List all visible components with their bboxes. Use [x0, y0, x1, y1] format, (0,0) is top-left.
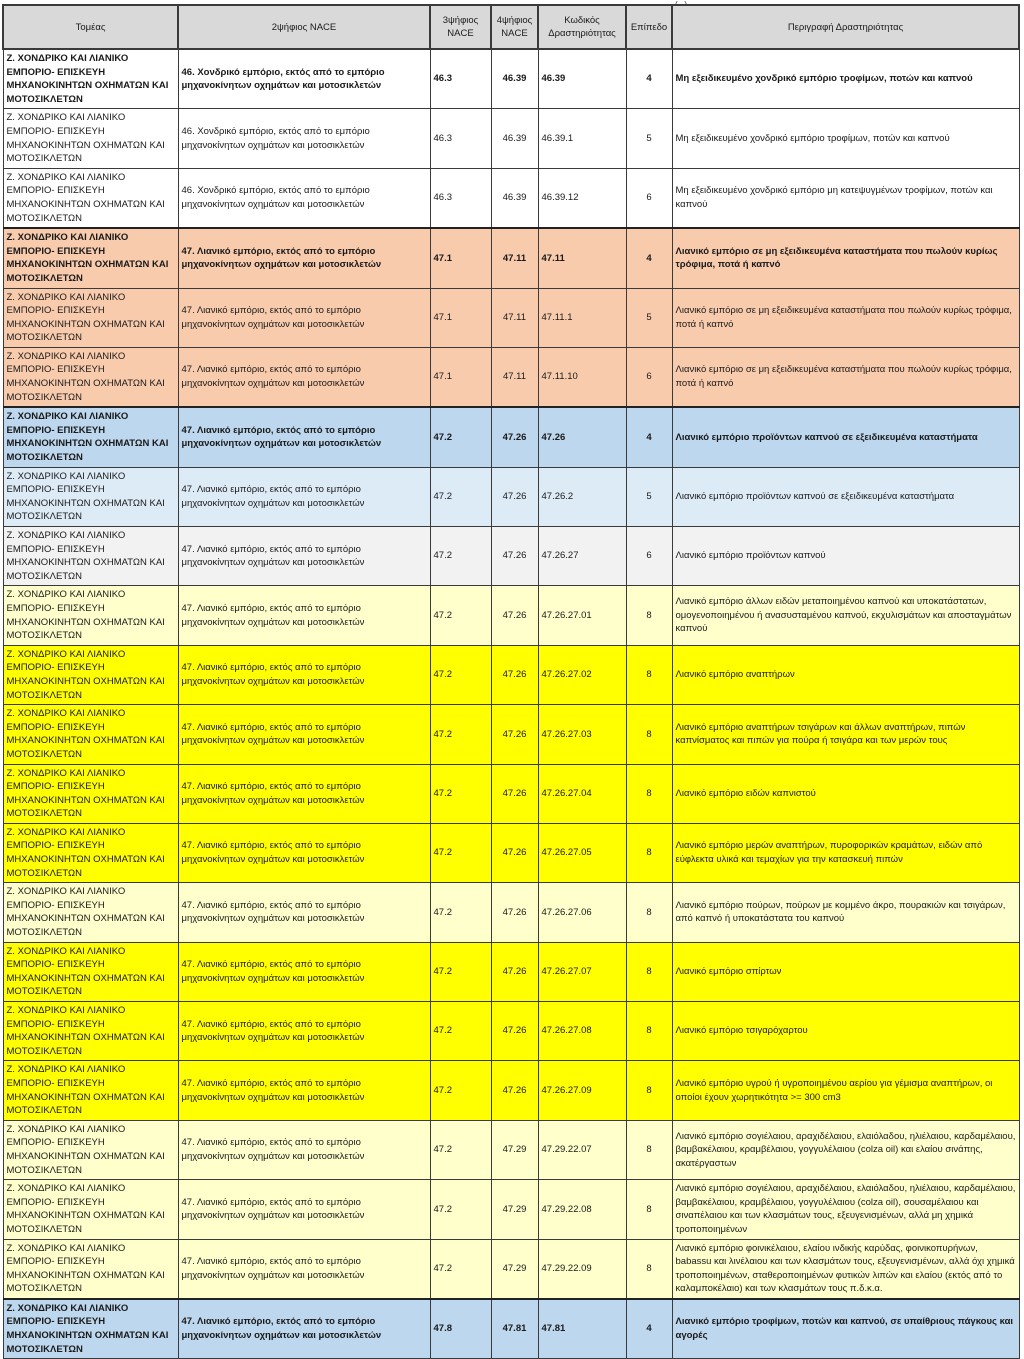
- cell-nace4: 47.11: [491, 347, 538, 407]
- cell-activity-code: 46.39.1: [538, 109, 626, 168]
- cell-sector: Ζ. ΧΟΝΔΡΙΚΟ ΚΑΙ ΛΙΑΝΙΚΟ ΕΜΠΟΡΙΟ- ΕΠΙΣΚΕΥΗ ΜΗΧΑΝΟΚΙΝΗΤΩΝ ΟΧΗΜΑΤΩΝ ΚΑΙ ΜΟΤΟΣΙΚΛΕΤΩΝ: [3, 1002, 178, 1061]
- cell-nace3: 47.2: [430, 1061, 491, 1120]
- table-row: [3, 228, 1019, 288]
- table-header: [3, 5, 1019, 49]
- cell-level: 8: [626, 823, 672, 882]
- cell-level: 4: [626, 49, 672, 109]
- cell-nace4: 47.26: [491, 407, 538, 467]
- cell-nace4: 46.39: [491, 109, 538, 168]
- cell-sector: Ζ. ΧΟΝΔΡΙΚΟ ΚΑΙ ΛΙΑΝΙΚΟ ΕΜΠΟΡΙΟ- ΕΠΙΣΚΕΥΗ ΜΗΧΑΝΟΚΙΝΗΤΩΝ ΟΧΗΜΑΤΩΝ ΚΑΙ ΜΟΤΟΣΙΚΛΕΤΩΝ: [3, 1061, 178, 1120]
- cell-sector: Ζ. ΧΟΝΔΡΙΚΟ ΚΑΙ ΛΙΑΝΙΚΟ ΕΜΠΟΡΙΟ- ΕΠΙΣΚΕΥΗ ΜΗΧΑΝΟΚΙΝΗΤΩΝ ΟΧΗΜΑΤΩΝ ΚΑΙ ΜΟΤΟΣΙΚΛΕΤΩΝ: [3, 407, 178, 467]
- cell-sector: Ζ. ΧΟΝΔΡΙΚΟ ΚΑΙ ΛΙΑΝΙΚΟ ΕΜΠΟΡΙΟ- ΕΠΙΣΚΕΥΗ ΜΗΧΑΝΟΚΙΝΗΤΩΝ ΟΧΗΜΑΤΩΝ ΚΑΙ ΜΟΤΟΣΙΚΛΕΤΩΝ: [3, 823, 178, 882]
- cell-nace4: 46.39: [491, 168, 538, 228]
- cell-nace2: 47. Λιανικό εμπόριο, εκτός από το εμπόριο μηχανοκίνητων οχημάτων και μοτοσικλετών: [178, 705, 430, 764]
- cell-nace4: 47.26: [491, 527, 538, 586]
- cell-nace2: 46. Χονδρικό εμπόριο, εκτός από το εμπόριο μηχανοκίνητων οχημάτων και μοτοσικλετών: [178, 49, 430, 109]
- cell-nace2: 47. Λιανικό εμπόριο, εκτός από το εμπόριο μηχανοκίνητων οχημάτων και μοτοσικλετών: [178, 527, 430, 586]
- cell-nace3: 47.2: [430, 527, 491, 586]
- cell-level: 8: [626, 942, 672, 1001]
- cell-nace4: 47.26: [491, 764, 538, 823]
- cell-nace4: 47.26: [491, 942, 538, 1001]
- cell-nace3: 47.1: [430, 347, 491, 407]
- cell-description: Λιανικό εμπόριο σε μη εξειδικευμένα καταστήματα που πωλούν κυρίως τρόφιμα, ποτά ή καπνό: [672, 288, 1019, 347]
- cell-nace2: 47. Λιανικό εμπόριο, εκτός από το εμπόριο μηχανοκίνητων οχημάτων και μοτοσικλετών: [178, 1239, 430, 1299]
- cell-activity-code: 46.39.12: [538, 168, 626, 228]
- cell-nace4: 47.11: [491, 288, 538, 347]
- table-row: [3, 645, 1019, 704]
- cell-description: Λιανικό εμπόριο σπίρτων: [672, 942, 1019, 1001]
- table-row: [3, 823, 1019, 882]
- cell-sector: Ζ. ΧΟΝΔΡΙΚΟ ΚΑΙ ΛΙΑΝΙΚΟ ΕΜΠΟΡΙΟ- ΕΠΙΣΚΕΥΗ ΜΗΧΑΝΟΚΙΝΗΤΩΝ ΟΧΗΜΑΤΩΝ ΚΑΙ ΜΟΤΟΣΙΚΛΕΤΩΝ: [3, 764, 178, 823]
- cell-sector: Ζ. ΧΟΝΔΡΙΚΟ ΚΑΙ ΛΙΑΝΙΚΟ ΕΜΠΟΡΙΟ- ΕΠΙΣΚΕΥΗ ΜΗΧΑΝΟΚΙΝΗΤΩΝ ΟΧΗΜΑΤΩΝ ΚΑΙ ΜΟΤΟΣΙΚΛΕΤΩΝ: [3, 288, 178, 347]
- cell-nace3: 47.2: [430, 407, 491, 467]
- cell-nace2: 47. Λιανικό εμπόριο, εκτός από το εμπόριο μηχανοκίνητων οχημάτων και μοτοσικλετών: [178, 764, 430, 823]
- cell-activity-code: 47.26.27: [538, 527, 626, 586]
- cell-description: Λιανικό εμπόριο πούρων, πούρων με κομμένο άκρο, πουρακιών και τσιγάρων, από καπνό ή υποκατάστατα του καπνού: [672, 883, 1019, 942]
- nace-activity-table: [2, 4, 1020, 1359]
- cell-nace2: 47. Λιανικό εμπόριο, εκτός από το εμπόριο μηχανοκίνητων οχημάτων και μοτοσικλετών: [178, 1002, 430, 1061]
- cell-description: Λιανικό εμπόριο σογιέλαιου, αραχιδέλαιου, ελαιόλαδου, ηλιέλαιου, καρδαμέλαιου, βαμβακέλαιου, κραμβέλαιου, γογγυλέλαιου (colza oil), σουσαμέλαιου και σιναπέλαιου και των κλασμάτων τους, εξευγενισμένων, αλλά μη χημικά τροποποιημένων: [672, 1180, 1019, 1239]
- cell-level: 8: [626, 883, 672, 942]
- cell-nace4: 47.29: [491, 1180, 538, 1239]
- cell-nace3: 47.1: [430, 228, 491, 288]
- table-row: [3, 1180, 1019, 1239]
- table-row: [3, 883, 1019, 942]
- cell-nace3: 47.2: [430, 1180, 491, 1239]
- cell-activity-code: 47.29.22.09: [538, 1239, 626, 1299]
- cell-activity-code: 47.81: [538, 1299, 626, 1359]
- cell-nace4: 47.26: [491, 705, 538, 764]
- cell-level: 8: [626, 1180, 672, 1239]
- cell-description: Λιανικό εμπόριο μερών αναπτήρων, πυροφορικών κραμάτων, ειδών από εύφλεκτα υλικά και τεμαχίων για την κατασκευή πιπών: [672, 823, 1019, 882]
- cell-nace2: 47. Λιανικό εμπόριο, εκτός από το εμπόριο μηχανοκίνητων οχημάτων και μοτοσικλετών: [178, 407, 430, 467]
- cell-sector: Ζ. ΧΟΝΔΡΙΚΟ ΚΑΙ ΛΙΑΝΙΚΟ ΕΜΠΟΡΙΟ- ΕΠΙΣΚΕΥΗ ΜΗΧΑΝΟΚΙΝΗΤΩΝ ΟΧΗΜΑΤΩΝ ΚΑΙ ΜΟΤΟΣΙΚΛΕΤΩΝ: [3, 586, 178, 645]
- cell-nace4: 47.26: [491, 645, 538, 704]
- cell-nace2: 47. Λιανικό εμπόριο, εκτός από το εμπόριο μηχανοκίνητων οχημάτων και μοτοσικλετών: [178, 1180, 430, 1239]
- cell-nace3: 47.2: [430, 942, 491, 1001]
- cell-nace3: 46.3: [430, 49, 491, 109]
- cell-nace2: 47. Λιανικό εμπόριο, εκτός από το εμπόριο μηχανοκίνητων οχημάτων και μοτοσικλετών: [178, 228, 430, 288]
- cell-activity-code: 47.26.2: [538, 467, 626, 526]
- cell-description: Λιανικό εμπόριο σε μη εξειδικευμένα καταστήματα που πωλούν κυρίως τρόφιμα, ποτά ή καπνό: [672, 347, 1019, 407]
- table-row: [3, 49, 1019, 109]
- cell-level: 4: [626, 1299, 672, 1359]
- cell-activity-code: 47.26.27.04: [538, 764, 626, 823]
- cell-sector: Ζ. ΧΟΝΔΡΙΚΟ ΚΑΙ ΛΙΑΝΙΚΟ ΕΜΠΟΡΙΟ- ΕΠΙΣΚΕΥΗ ΜΗΧΑΝΟΚΙΝΗΤΩΝ ΟΧΗΜΑΤΩΝ ΚΑΙ ΜΟΤΟΣΙΚΛΕΤΩΝ: [3, 168, 178, 228]
- cell-nace4: 47.29: [491, 1120, 538, 1179]
- cell-nace2: 47. Λιανικό εμπόριο, εκτός από το εμπόριο μηχανοκίνητων οχημάτων και μοτοσικλετών: [178, 942, 430, 1001]
- cell-nace3: 47.2: [430, 705, 491, 764]
- cell-sector: Ζ. ΧΟΝΔΡΙΚΟ ΚΑΙ ΛΙΑΝΙΚΟ ΕΜΠΟΡΙΟ- ΕΠΙΣΚΕΥΗ ΜΗΧΑΝΟΚΙΝΗΤΩΝ ΟΧΗΜΑΤΩΝ ΚΑΙ ΜΟΤΟΣΙΚΛΕΤΩΝ: [3, 883, 178, 942]
- cell-description: Λιανικό εμπόριο προϊόντων καπνού: [672, 527, 1019, 586]
- cell-level: 8: [626, 645, 672, 704]
- table-row: [3, 347, 1019, 407]
- header-nace4: 4ψήφιος NACE: [491, 5, 538, 49]
- cell-nace3: 47.2: [430, 586, 491, 645]
- cell-nace3: 47.2: [430, 883, 491, 942]
- cell-nace2: 47. Λιανικό εμπόριο, εκτός από το εμπόριο μηχανοκίνητων οχημάτων και μοτοσικλετών: [178, 1120, 430, 1179]
- cell-activity-code: 47.11.10: [538, 347, 626, 407]
- cell-activity-code: 47.26.27.07: [538, 942, 626, 1001]
- cell-nace2: 46. Χονδρικό εμπόριο, εκτός από το εμπόριο μηχανοκίνητων οχημάτων και μοτοσικλετών: [178, 109, 430, 168]
- cell-nace3: 47.2: [430, 1239, 491, 1299]
- cell-nace2: 47. Λιανικό εμπόριο, εκτός από το εμπόριο μηχανοκίνητων οχημάτων και μοτοσικλετών: [178, 823, 430, 882]
- table-row: [3, 705, 1019, 764]
- cell-activity-code: 47.26.27.01: [538, 586, 626, 645]
- cell-nace2: 47. Λιανικό εμπόριο, εκτός από το εμπόριο μηχανοκίνητων οχημάτων και μοτοσικλετών: [178, 288, 430, 347]
- cell-description: Λιανικό εμπόριο τσιγαρόχαρτου: [672, 1002, 1019, 1061]
- cell-nace4: 47.26: [491, 1002, 538, 1061]
- cell-sector: Ζ. ΧΟΝΔΡΙΚΟ ΚΑΙ ΛΙΑΝΙΚΟ ΕΜΠΟΡΙΟ- ΕΠΙΣΚΕΥΗ ΜΗΧΑΝΟΚΙΝΗΤΩΝ ΟΧΗΜΑΤΩΝ ΚΑΙ ΜΟΤΟΣΙΚΛΕΤΩΝ: [3, 1180, 178, 1239]
- header-activity-code: Κωδικός Δραστηριότητας: [538, 5, 626, 49]
- cell-level: 6: [626, 168, 672, 228]
- cell-nace2: 47. Λιανικό εμπόριο, εκτός από το εμπόριο μηχανοκίνητων οχημάτων και μοτοσικλετών: [178, 1299, 430, 1359]
- cell-nace2: 47. Λιανικό εμπόριο, εκτός από το εμπόριο μηχανοκίνητων οχημάτων και μοτοσικλετών: [178, 645, 430, 704]
- cell-description: Λιανικό εμπόριο τροφίμων, ποτών και καπνού, σε υπαίθριους πάγκους και αγορές: [672, 1299, 1019, 1359]
- table-row: [3, 467, 1019, 526]
- cell-nace3: 47.2: [430, 467, 491, 526]
- cell-level: 6: [626, 527, 672, 586]
- header-sector: Τομέας: [3, 5, 178, 49]
- cell-activity-code: 47.26.27.05: [538, 823, 626, 882]
- header-nace3: 3ψήφιος NACE: [430, 5, 491, 49]
- cell-nace3: 47.2: [430, 764, 491, 823]
- cell-activity-code: 47.11: [538, 228, 626, 288]
- table-row: [3, 168, 1019, 228]
- cell-nace3: 47.2: [430, 823, 491, 882]
- cell-activity-code: 47.26.27.03: [538, 705, 626, 764]
- cell-sector: Ζ. ΧΟΝΔΡΙΚΟ ΚΑΙ ΛΙΑΝΙΚΟ ΕΜΠΟΡΙΟ- ΕΠΙΣΚΕΥΗ ΜΗΧΑΝΟΚΙΝΗΤΩΝ ΟΧΗΜΑΤΩΝ ΚΑΙ ΜΟΤΟΣΙΚΛΕΤΩΝ: [3, 49, 178, 109]
- header-row: [3, 5, 1019, 49]
- table-row: [3, 764, 1019, 823]
- cell-activity-code: 47.26.27.06: [538, 883, 626, 942]
- cell-activity-code: 47.29.22.07: [538, 1120, 626, 1179]
- cell-level: 8: [626, 1239, 672, 1299]
- cell-nace2: 47. Λιανικό εμπόριο, εκτός από το εμπόριο μηχανοκίνητων οχημάτων και μοτοσικλετών: [178, 467, 430, 526]
- table-row: [3, 942, 1019, 1001]
- cell-sector: Ζ. ΧΟΝΔΡΙΚΟ ΚΑΙ ΛΙΑΝΙΚΟ ΕΜΠΟΡΙΟ- ΕΠΙΣΚΕΥΗ ΜΗΧΑΝΟΚΙΝΗΤΩΝ ΟΧΗΜΑΤΩΝ ΚΑΙ ΜΟΤΟΣΙΚΛΕΤΩΝ: [3, 705, 178, 764]
- cell-activity-code: 47.26: [538, 407, 626, 467]
- cell-nace3: 47.2: [430, 1120, 491, 1179]
- cell-activity-code: 47.26.27.08: [538, 1002, 626, 1061]
- cell-sector: Ζ. ΧΟΝΔΡΙΚΟ ΚΑΙ ΛΙΑΝΙΚΟ ΕΜΠΟΡΙΟ- ΕΠΙΣΚΕΥΗ ΜΗΧΑΝΟΚΙΝΗΤΩΝ ΟΧΗΜΑΤΩΝ ΚΑΙ ΜΟΤΟΣΙΚΛΕΤΩΝ: [3, 527, 178, 586]
- cell-nace4: 47.26: [491, 883, 538, 942]
- cell-level: 8: [626, 705, 672, 764]
- cell-nace2: 47. Λιανικό εμπόριο, εκτός από το εμπόριο μηχανοκίνητων οχημάτων και μοτοσικλετών: [178, 883, 430, 942]
- header-description: Περιγραφή Δραστηριότητας: [672, 5, 1019, 49]
- cell-description: Λιανικό εμπόριο προϊόντων καπνού σε εξειδικευμένα καταστήματα: [672, 407, 1019, 467]
- cell-description: Λιανικό εμπόριο σε μη εξειδικευμένα καταστήματα που πωλούν κυρίως τρόφιμα, ποτά ή καπνό: [672, 228, 1019, 288]
- table-row: [3, 1299, 1019, 1359]
- cell-nace4: 47.29: [491, 1239, 538, 1299]
- cell-level: 6: [626, 347, 672, 407]
- cell-nace2: 47. Λιανικό εμπόριο, εκτός από το εμπόριο μηχανοκίνητων οχημάτων και μοτοσικλετών: [178, 347, 430, 407]
- cell-level: 5: [626, 467, 672, 526]
- cell-level: 8: [626, 1061, 672, 1120]
- cell-description: Λιανικό εμπόριο προϊόντων καπνού σε εξειδικευμένα καταστήματα: [672, 467, 1019, 526]
- cell-sector: Ζ. ΧΟΝΔΡΙΚΟ ΚΑΙ ΛΙΑΝΙΚΟ ΕΜΠΟΡΙΟ- ΕΠΙΣΚΕΥΗ ΜΗΧΑΝΟΚΙΝΗΤΩΝ ΟΧΗΜΑΤΩΝ ΚΑΙ ΜΟΤΟΣΙΚΛΕΤΩΝ: [3, 1120, 178, 1179]
- cell-activity-code: 46.39: [538, 49, 626, 109]
- cell-nace4: 47.26: [491, 823, 538, 882]
- cell-sector: Ζ. ΧΟΝΔΡΙΚΟ ΚΑΙ ΛΙΑΝΙΚΟ ΕΜΠΟΡΙΟ- ΕΠΙΣΚΕΥΗ ΜΗΧΑΝΟΚΙΝΗΤΩΝ ΟΧΗΜΑΤΩΝ ΚΑΙ ΜΟΤΟΣΙΚΛΕΤΩΝ: [3, 347, 178, 407]
- cell-description: Λιανικό εμπόριο άλλων ειδών μεταποιημένου καπνού και υποκατάστατων, ομογενοποιημένου ή ανασυσταμένου καπνού, εκχυλισμάτων και αποσταγμάτων καπνού: [672, 586, 1019, 645]
- cell-description: Μη εξειδικευμένο χονδρικό εμπόριο μη κατεψυγμένων τροφίμων, ποτών και καπνού: [672, 168, 1019, 228]
- cell-activity-code: 47.11.1: [538, 288, 626, 347]
- cell-description: Λιανικό εμπόριο σογιέλαιου, αραχιδέλαιου, ελαιόλαδου, ηλιέλαιου, καρδαμέλαιου, βαμβακέλαιου, κραμβέλαιου, γογγυλέλαιου (colza oil) και ελαίου σινάπης, ακατέργαστων: [672, 1120, 1019, 1179]
- cell-nace4: 47.26: [491, 1061, 538, 1120]
- cell-nace3: 47.2: [430, 1002, 491, 1061]
- table-row: [3, 109, 1019, 168]
- cell-nace4: 47.26: [491, 586, 538, 645]
- cell-nace2: 47. Λιανικό εμπόριο, εκτός από το εμπόριο μηχανοκίνητων οχημάτων και μοτοσικλετών: [178, 1061, 430, 1120]
- cell-nace3: 46.3: [430, 168, 491, 228]
- cell-description: Λιανικό εμπόριο υγρού ή υγροποιημένου αερίου για γέμισμα αναπτήρων, οι οποίοι έχουν χωρητικότητα >= 300 cm3: [672, 1061, 1019, 1120]
- cell-nace3: 47.2: [430, 645, 491, 704]
- cell-description: Μη εξειδικευμένο χονδρικό εμπόριο τροφίμων, ποτών και καπνού: [672, 49, 1019, 109]
- cell-activity-code: 47.26.27.02: [538, 645, 626, 704]
- cell-nace3: 47.8: [430, 1299, 491, 1359]
- table-row: [3, 288, 1019, 347]
- header-nace2: 2ψήφιος NACE: [178, 5, 430, 49]
- cell-description: Μη εξειδικευμένο χονδρικό εμπόριο τροφίμων, ποτών και καπνού: [672, 109, 1019, 168]
- cell-sector: Ζ. ΧΟΝΔΡΙΚΟ ΚΑΙ ΛΙΑΝΙΚΟ ΕΜΠΟΡΙΟ- ΕΠΙΣΚΕΥΗ ΜΗΧΑΝΟΚΙΝΗΤΩΝ ΟΧΗΜΑΤΩΝ ΚΑΙ ΜΟΤΟΣΙΚΛΕΤΩΝ: [3, 645, 178, 704]
- cell-nace4: 47.26: [491, 467, 538, 526]
- cell-sector: Ζ. ΧΟΝΔΡΙΚΟ ΚΑΙ ΛΙΑΝΙΚΟ ΕΜΠΟΡΙΟ- ΕΠΙΣΚΕΥΗ ΜΗΧΑΝΟΚΙΝΗΤΩΝ ΟΧΗΜΑΤΩΝ ΚΑΙ ΜΟΤΟΣΙΚΛΕΤΩΝ: [3, 1299, 178, 1359]
- cell-level: 8: [626, 1120, 672, 1179]
- cell-level: 5: [626, 109, 672, 168]
- table-body: [3, 49, 1019, 1359]
- cell-nace4: 47.11: [491, 228, 538, 288]
- cell-nace4: 46.39: [491, 49, 538, 109]
- cell-nace2: 46. Χονδρικό εμπόριο, εκτός από το εμπόριο μηχανοκίνητων οχημάτων και μοτοσικλετών: [178, 168, 430, 228]
- cell-level: 8: [626, 764, 672, 823]
- cell-nace3: 46.3: [430, 109, 491, 168]
- cell-sector: Ζ. ΧΟΝΔΡΙΚΟ ΚΑΙ ΛΙΑΝΙΚΟ ΕΜΠΟΡΙΟ- ΕΠΙΣΚΕΥΗ ΜΗΧΑΝΟΚΙΝΗΤΩΝ ΟΧΗΜΑΤΩΝ ΚΑΙ ΜΟΤΟΣΙΚΛΕΤΩΝ: [3, 228, 178, 288]
- cell-level: 8: [626, 1002, 672, 1061]
- table-row: [3, 1002, 1019, 1061]
- cell-description: Λιανικό εμπόριο φοινικέλαιου, ελαίου ινδικής καρύδας, φοινικοπυρήνων, babassu και λινέλαιου και των κλασμάτων τους, εξευγενισμένων, αλλά όχι χημικά τροποποιημένων, σταθεροποιημένων φυτικών λιπών και ελαίου (εκτός από το καλαμποκέλαιο) και των κλασμάτων τους π.δ.κ.α.: [672, 1239, 1019, 1299]
- table-row: [3, 407, 1019, 467]
- cell-sector: Ζ. ΧΟΝΔΡΙΚΟ ΚΑΙ ΛΙΑΝΙΚΟ ΕΜΠΟΡΙΟ- ΕΠΙΣΚΕΥΗ ΜΗΧΑΝΟΚΙΝΗΤΩΝ ΟΧΗΜΑΤΩΝ ΚΑΙ ΜΟΤΟΣΙΚΛΕΤΩΝ: [3, 942, 178, 1001]
- table-row: [3, 1061, 1019, 1120]
- table-row: [3, 1239, 1019, 1299]
- header-level: Επίπεδο: [626, 5, 672, 49]
- cell-activity-code: 47.26.27.09: [538, 1061, 626, 1120]
- cell-nace2: 47. Λιανικό εμπόριο, εκτός από το εμπόριο μηχανοκίνητων οχημάτων και μοτοσικλετών: [178, 586, 430, 645]
- cell-level: 4: [626, 407, 672, 467]
- table-row: [3, 527, 1019, 586]
- cell-description: Λιανικό εμπόριο ειδών καπνιστού: [672, 764, 1019, 823]
- cell-description: Λιανικό εμπόριο αναπτήρων: [672, 645, 1019, 704]
- cell-activity-code: 47.29.22.08: [538, 1180, 626, 1239]
- cell-sector: Ζ. ΧΟΝΔΡΙΚΟ ΚΑΙ ΛΙΑΝΙΚΟ ΕΜΠΟΡΙΟ- ΕΠΙΣΚΕΥΗ ΜΗΧΑΝΟΚΙΝΗΤΩΝ ΟΧΗΜΑΤΩΝ ΚΑΙ ΜΟΤΟΣΙΚΛΕΤΩΝ: [3, 109, 178, 168]
- cell-description: Λιανικό εμπόριο αναπτήρων τσιγάρων και άλλων αναπτήρων, πιπών καπνίσματος και πιπών για πούρα ή τσιγάρα και των μερών τους: [672, 705, 1019, 764]
- table-row: [3, 586, 1019, 645]
- cell-sector: Ζ. ΧΟΝΔΡΙΚΟ ΚΑΙ ΛΙΑΝΙΚΟ ΕΜΠΟΡΙΟ- ΕΠΙΣΚΕΥΗ ΜΗΧΑΝΟΚΙΝΗΤΩΝ ΟΧΗΜΑΤΩΝ ΚΑΙ ΜΟΤΟΣΙΚΛΕΤΩΝ: [3, 467, 178, 526]
- cell-level: 5: [626, 288, 672, 347]
- cell-nace4: 47.81: [491, 1299, 538, 1359]
- cell-nace3: 47.1: [430, 288, 491, 347]
- table-row: [3, 1120, 1019, 1179]
- cell-sector: Ζ. ΧΟΝΔΡΙΚΟ ΚΑΙ ΛΙΑΝΙΚΟ ΕΜΠΟΡΙΟ- ΕΠΙΣΚΕΥΗ ΜΗΧΑΝΟΚΙΝΗΤΩΝ ΟΧΗΜΑΤΩΝ ΚΑΙ ΜΟΤΟΣΙΚΛΕΤΩΝ: [3, 1239, 178, 1299]
- cell-level: 4: [626, 228, 672, 288]
- cell-level: 8: [626, 586, 672, 645]
